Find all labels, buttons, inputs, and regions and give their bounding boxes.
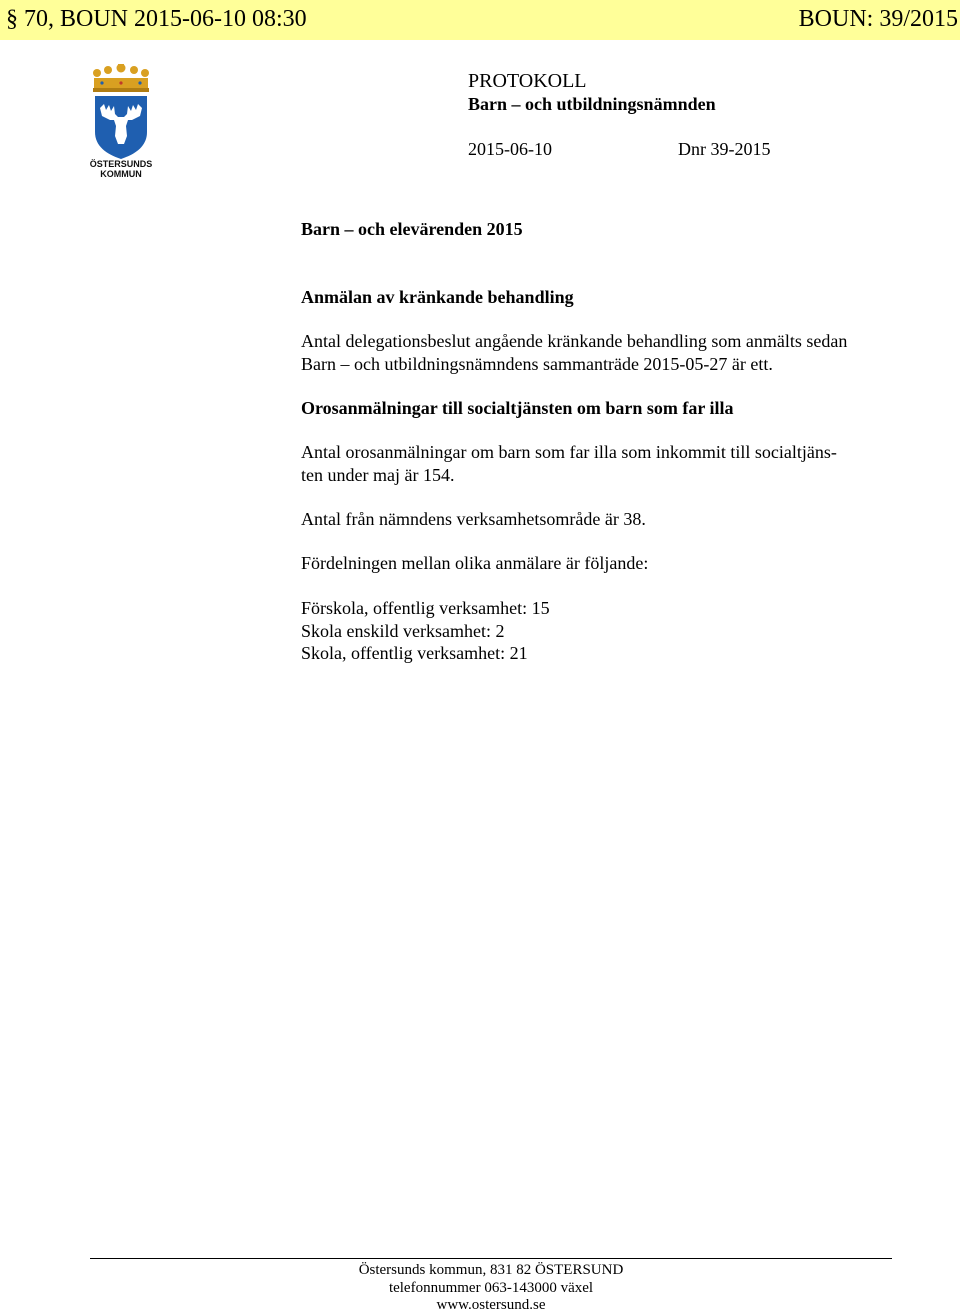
paragraph-line: ten under maj är 154. (301, 465, 455, 485)
logo-line-1: ÖSTERSUNDS (89, 159, 153, 169)
section-heading-abuse-reports: Anmälan av kränkande behandling (301, 287, 574, 307)
diary-number: Dnr 39-2015 (678, 139, 771, 159)
list-item: Skola enskild verksamhet: 2 (301, 621, 505, 641)
paragraph-line: Barn – och utbildningsnämndens sammanträde 2015-05-27 är ett. (301, 354, 773, 374)
main-heading: Barn – och elevärenden 2015 (301, 219, 523, 239)
banner-case-number: BOUN: 39/2015 (798, 6, 958, 32)
paragraph-line: Fördelningen mellan olika anmälare är följande: (301, 553, 649, 573)
section-heading-concern-reports: Orosanmälningar till socialtjänsten om barn som far illa (301, 398, 734, 418)
paragraph-line: Antal delegationsbeslut angående kränkande behandling som anmälts sedan (301, 331, 848, 351)
list-item: Skola, offentlig verksamhet: 21 (301, 643, 528, 663)
banner-section-label: § 70, BOUN 2015-06-10 08:30 (6, 6, 307, 32)
logo-line-2: KOMMUN (100, 169, 142, 179)
document-type-title: PROTOKOLL (468, 70, 587, 92)
logo-municipality-name (88, 159, 154, 179)
footer-website: www.ostersund.se (436, 1297, 546, 1313)
footer-divider (90, 1258, 892, 1259)
paragraph-line: Antal orosanmälningar om barn som far illa som inkommit till socialtjäns- (301, 442, 837, 462)
paragraph-line: Antal från nämndens verksamhetsområde är 38. (301, 509, 646, 529)
meeting-date: 2015-06-10 (468, 139, 552, 159)
crown-icon (93, 64, 149, 92)
list-item: Förskola, offentlig verksamhet: 15 (301, 598, 550, 618)
footer-address: Östersunds kommun, 831 82 ÖSTERSUND (358, 1262, 624, 1278)
meeting-banner (0, 0, 960, 40)
committee-name: Barn – och utbildningsnämnden (468, 94, 716, 114)
footer-phone: telefonnummer 063-143000 växel (388, 1280, 594, 1296)
